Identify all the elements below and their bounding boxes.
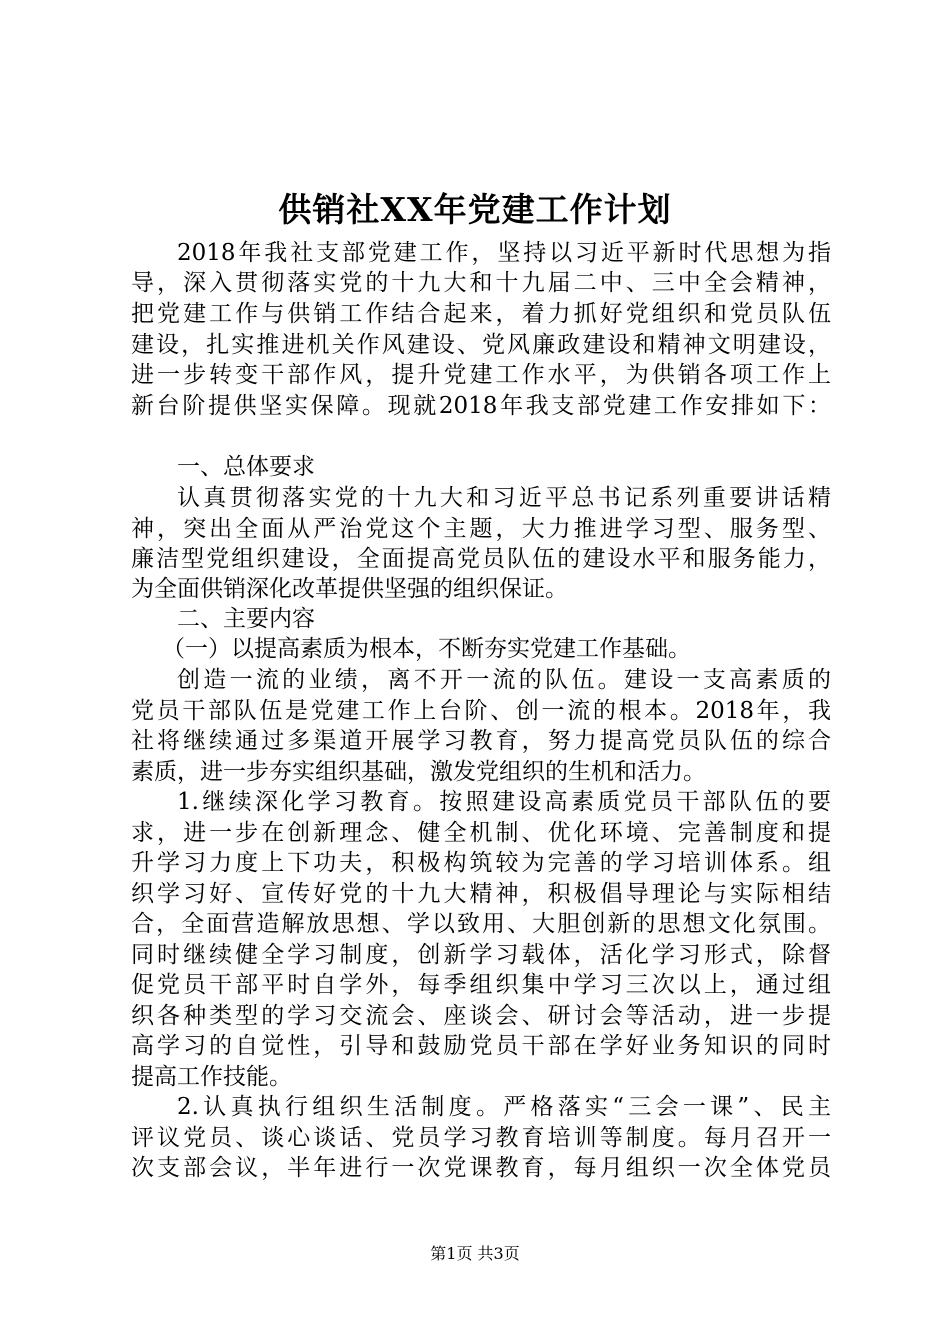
paragraph-line: 合，全面营造解放思想、学以致用、大胆创新的思想文化氛围。	[131, 911, 831, 937]
paragraph-line: 新台阶提供坚实保障。现就2018年我支部党建工作安排如下：	[131, 393, 831, 419]
paragraph-line: 次支部会议，半年进行一次党课教育，每月组织一次全体党员	[131, 1155, 831, 1181]
paragraph-line: 提高工作技能。	[131, 1064, 292, 1090]
page-footer: 第1页 共3页	[430, 1244, 520, 1263]
paragraph-line: 创造一流的业绩，离不开一流的队伍。建设一支高素质的	[177, 667, 831, 693]
paragraph-line: 认真贯彻落实党的十九大和习近平总书记系列重要讲话精	[177, 485, 831, 511]
paragraph-line: 1.继续深化学习教育。按照建设高素质党员干部队伍的要	[177, 789, 831, 815]
paragraph-line: 促党员干部平时自学外，每季组织集中学习三次以上，通过组	[131, 972, 831, 998]
paragraph-line: 廉洁型党组织建设，全面提高党员队伍的建设水平和服务能力，	[131, 546, 831, 572]
paragraph-line: 升学习力度上下功夫，积极构筑较为完善的学习培训体系。组	[131, 850, 831, 876]
paragraph-line: 把党建工作与供销工作结合起来，着力抓好党组织和党员队伍	[131, 301, 831, 327]
paragraph-line: 为全面供销深化改革提供坚强的组织保证。	[131, 576, 568, 602]
paragraph-line: 2018年我社支部党建工作，坚持以习近平新时代思想为指	[177, 240, 831, 266]
section-heading: 一、总体要求	[177, 454, 315, 480]
paragraph-line: 进一步转变干部作风，提升党建工作水平，为供销各项工作上	[131, 362, 831, 388]
paragraph-line: 高学习的自觉性，引导和鼓励党员干部在学好业务知识的同时	[131, 1033, 831, 1059]
paragraph-line: 素质，进一步夯实组织基础，激发党组织的生机和活力。	[131, 759, 706, 785]
paragraph-line: 求，进一步在创新理念、健全机制、优化环境、完善制度和提	[131, 820, 831, 846]
document-title: 供销社XX年党建工作计划	[278, 190, 672, 229]
section-heading: 二、主要内容	[177, 606, 315, 632]
paragraph-line: 同时继续健全学习制度，创新学习载体，活化学习形式，除督	[131, 942, 831, 968]
subsection-heading: （一）以提高素质为根本，不断夯实党建工作基础。	[162, 636, 691, 662]
paragraph-line: 社将继续通过多渠道开展学习教育，努力提高党员队伍的综合	[131, 728, 831, 754]
paragraph-line: 建设，扎实推进机关作风建设、党风廉政建设和精神文明建设，	[131, 332, 831, 358]
paragraph-line: 织学习好、宣传好党的十九大精神，积极倡导理论与实际相结	[131, 881, 831, 907]
paragraph-line: 2.认真执行组织生活制度。严格落实“三会一课”、民主	[177, 1094, 831, 1120]
paragraph-line: 导，深入贯彻落实党的十九大和十九届二中、三中全会精神，	[131, 270, 831, 296]
paragraph-line: 评议党员、谈心谈话、党员学习教育培训等制度。每月召开一	[131, 1125, 831, 1151]
paragraph-line: 党员干部队伍是党建工作上台阶、创一流的根本。2018年，我	[131, 698, 831, 724]
paragraph-line: 神，突出全面从严治党这个主题，大力推进学习型、服务型、	[131, 516, 831, 542]
paragraph-line: 织各种类型的学习交流会、座谈会、研讨会等活动，进一步提	[131, 1003, 831, 1029]
